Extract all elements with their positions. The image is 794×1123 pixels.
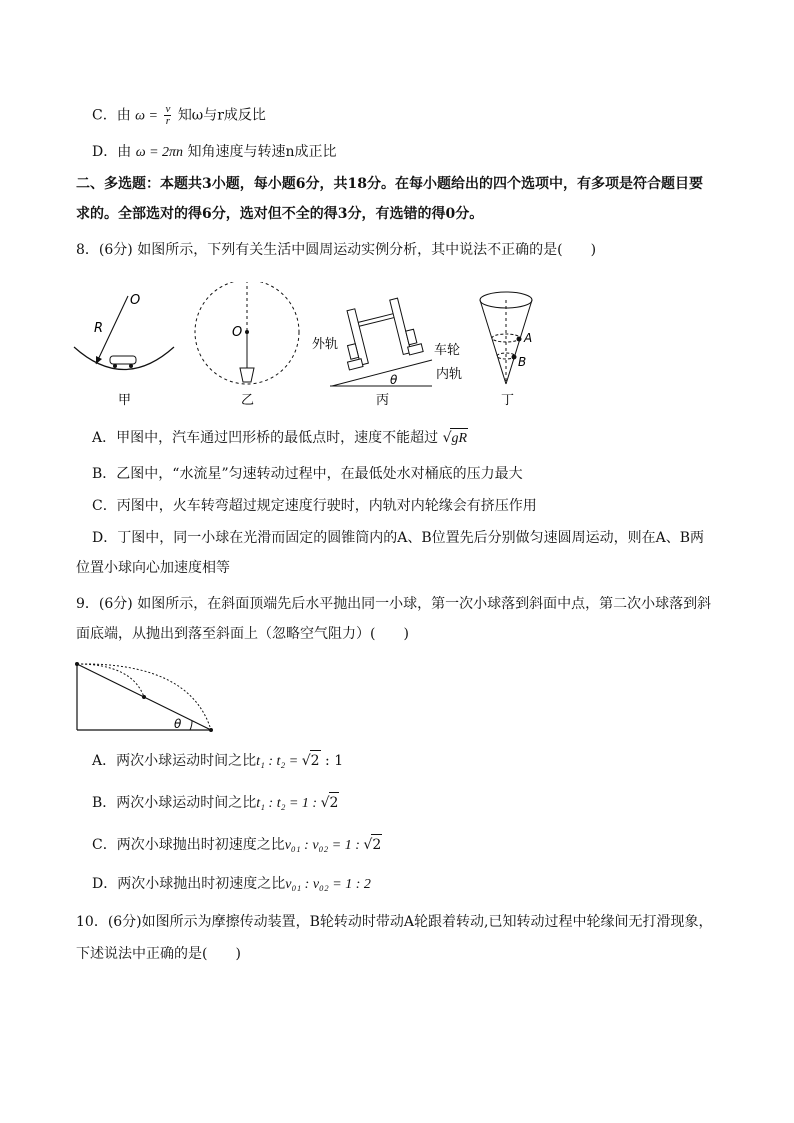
q10-stem-line1: 10．(6分)如图所示为摩擦传动装置，B轮转动时带动A轮跟着转动,已知转动过程中轮缘间无打滑现象， — [76, 914, 713, 930]
caption-jia: 甲 — [118, 393, 132, 408]
option-label: C．由 — [92, 107, 131, 124]
section-header-line2: 求的。全部选对的得6分，选对但不全的得3分，有选错的得0分。 — [76, 206, 484, 222]
q8-option-c: C．丙图中，火车转弯超过规定速度行驶时，内轨对内轮缘会有挤压作用 — [92, 498, 537, 514]
label-O2: O — [232, 325, 243, 340]
caption-yi: 乙 — [241, 393, 255, 408]
q8-option-a: A．甲图中，汽车通过凹形桥的最低点时，速度不能超过 √gR — [92, 428, 468, 449]
q9-option-b: B．两次小球运动时间之比t₁ : t₂ = 1 : √2 — [92, 792, 339, 814]
label-O: O — [130, 293, 141, 308]
label-R: R — [94, 321, 104, 336]
label-neigui: 内轨 — [436, 367, 463, 382]
label-theta: θ — [174, 717, 182, 731]
option-text: 知ω与r成反比 — [177, 107, 266, 124]
bucket-icon — [240, 368, 254, 382]
section-header-line1: 二、多选题：本题共3小题，每小题6分，共18分。在每小题给出的四个选项中，有多项是符合题目要 — [76, 176, 703, 192]
q8-option-d-line1: D．丁图中，同一小球在光滑而固定的圆锥筒内的A、B位置先后分别做匀速圆周运动，则在A、B两 — [92, 530, 705, 546]
car-icon — [110, 356, 136, 364]
q10-stem-line2: 下述说法中正确的是( ) — [76, 946, 241, 962]
option-label: D．由 — [92, 144, 132, 160]
q9-stem-line2: 面底端，从抛出到落至斜面上（忽略空气阻力）( ) — [76, 626, 409, 642]
option-text: 知角速度与转速n成正比 — [187, 144, 337, 160]
label-chelun: 车轮 — [434, 343, 461, 358]
caption-bing: 丙 — [376, 393, 390, 408]
label-waigui: 外轨 — [312, 337, 339, 352]
caption-ding: 丁 — [501, 393, 515, 408]
q9-option-a: A．两次小球运动时间之比t₁ : t₂ = √2 : 1 — [92, 750, 343, 772]
banked-track — [332, 360, 432, 386]
q8-figure — [60, 282, 540, 412]
q9-option-c: C．两次小球抛出时初速度之比v₀₁ : v₀₂ = 1 : √2 — [92, 834, 382, 856]
formula: ω = — [135, 108, 159, 124]
label-A: A — [524, 331, 533, 345]
q7-option-d — [92, 142, 337, 163]
sqrt-gR: gR — [450, 428, 468, 449]
q7-option-c — [92, 104, 266, 127]
q9-option-d: D．两次小球抛出时初速度之比v₀₁ : v₀₂ = 1 : 2 — [92, 876, 371, 892]
q8-option-d-line2: 位置小球向心加速度相等 — [76, 560, 230, 576]
label-B: B — [518, 355, 527, 369]
q8-option-b: B．乙图中，“水流星”匀速转动过程中，在最低处水对桶底的压力最大 — [92, 466, 523, 482]
label-theta: θ — [390, 373, 398, 387]
formula: ω = 2πn — [135, 145, 184, 160]
q8-stem: 8．(6分) 如图所示，下列有关生活中圆周运动实例分析，其中说法不正确的是( ) — [76, 242, 597, 258]
fraction: $\frac{v}{r}$ — [165, 103, 171, 127]
q9-incline-figure — [70, 658, 220, 734]
q9-stem-line1: 9．(6分) 如图所示，在斜面顶端先后水平抛出同一小球，第一次小球落到斜面中点，第二次小球落到斜 — [76, 596, 712, 612]
